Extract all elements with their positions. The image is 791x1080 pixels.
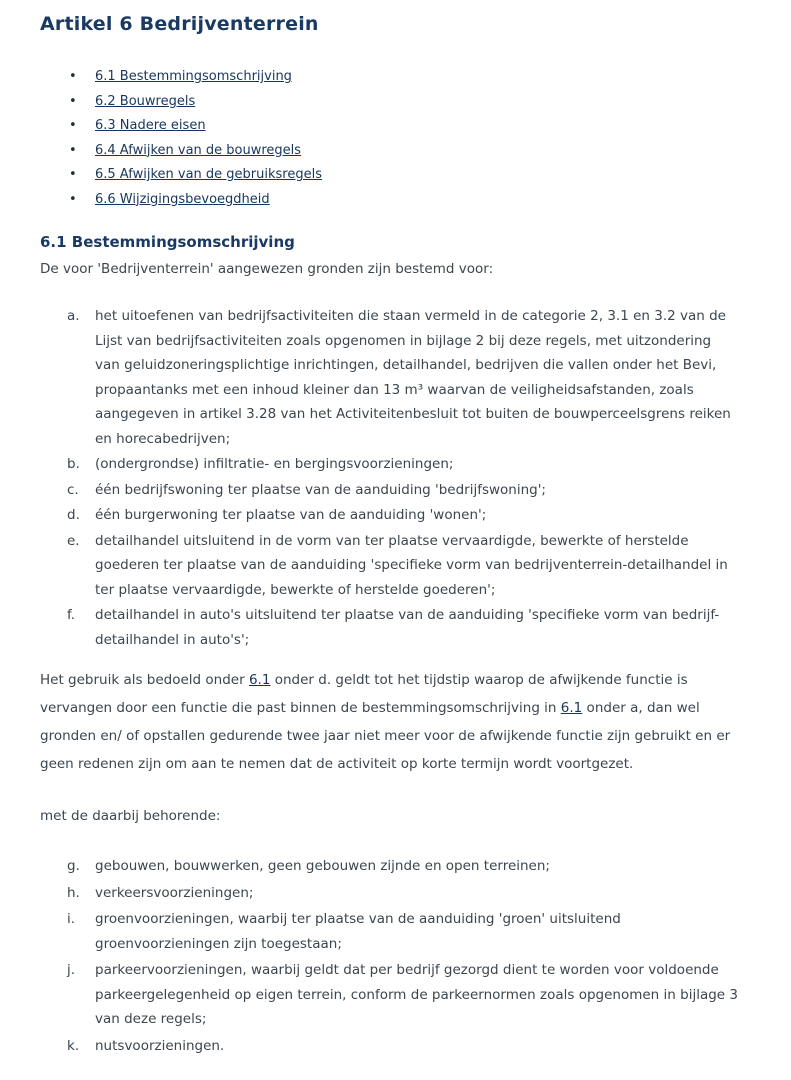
list-item-text: één bedrijfswoning ter plaatse van de aanduiding 'bedrijfswoning'; (95, 481, 546, 498)
toc-link[interactable]: 6.3 Nadere eisen (95, 118, 206, 133)
letter-list-item (40, 452, 745, 477)
toc-item (40, 90, 745, 115)
letter-list-item (40, 907, 745, 956)
toc-item (40, 114, 745, 139)
letter-list-item (40, 1034, 745, 1059)
list-g-k (40, 854, 745, 1058)
letter-list-item (40, 529, 745, 603)
bullet-icon: • (69, 191, 77, 207)
bullet-icon: • (69, 142, 77, 158)
section-heading: 6.1 Bestemmingsomschrijving (40, 233, 295, 251)
list-item-marker: k. (67, 1037, 80, 1054)
letter-list-item (40, 603, 745, 652)
list-item-text: één burgerwoning ter plaatse van de aanduiding 'wonen'; (95, 507, 487, 523)
toc-link[interactable]: 6.2 Bouwregels (95, 93, 196, 109)
list-a-f (40, 304, 745, 652)
toc-link[interactable]: 6.4 Afwijken van de bouwregels (95, 142, 302, 158)
list-item-marker: a. (67, 308, 80, 324)
toc-link[interactable]: 6.5 Afwijken van de gebruiksregels (95, 167, 322, 182)
toc-item (40, 139, 745, 164)
toc-item (40, 65, 745, 90)
letter-list-item (40, 503, 745, 528)
list-item-text: verkeersvoorzieningen; (95, 884, 254, 901)
list-item-marker: h. (67, 884, 80, 901)
list-item-marker: d. (67, 507, 80, 523)
paragraph-text: onder d. geldt tot het tijdstip waarop de afwijkende functie is vervangen door een functie die past binnen de bestemmingsomschrijving in (40, 672, 688, 716)
list-item-text: gebouwen, bouwwerken, geen gebouwen zijnde en open terreinen; (95, 858, 550, 874)
list-item-marker: b. (67, 456, 80, 472)
inline-link[interactable]: 6.1 (560, 700, 583, 716)
bullet-icon: • (69, 118, 77, 133)
paragraph-text: onder a, dan wel gronden en/ of opstallen gedurende twee jaar niet meer voor de afwijkende functie zijn gebruikt en er geen redenen zijn om aan te nemen dat de activiteit op korte termijn wordt voortgezet. (40, 700, 731, 772)
list-item-text: parkeervoorzieningen, waarbij geldt dat per bedrijf gezorgd dient te worden voor voldoende parkeergelegenheid op eigen terrein, conform de parkeernormen zoals opgenomen in bijlage 3 van deze regels; (95, 962, 738, 1027)
list-item-text: groenvoorzieningen, waarbij ter plaatse van de aanduiding 'groen' uitsluitend groenvoorzieningen zijn toegestaan; (95, 911, 621, 952)
list-item-text: detailhandel uitsluitend in de vorm van ter plaatse vervaardigde, bewerkte of herstelde goederen ter plaatse van de aanduiding 'specifieke vorm van bedrijventerrein-detailhandel in ter plaatse vervaardigde, bewerkte of herstelde goederen'; (95, 532, 728, 598)
list-item-marker: e. (67, 532, 80, 549)
list-item-marker: f. (67, 607, 76, 623)
bullet-icon: • (69, 69, 77, 84)
toc-link[interactable]: 6.1 Bestemmingsomschrijving (95, 69, 292, 84)
bullet-icon: • (69, 93, 77, 109)
toc-item (40, 163, 745, 188)
list-item-text: (ondergrondse) infiltratie- en bergingsvoorzieningen; (95, 456, 454, 472)
toc-list (40, 65, 745, 212)
letter-list-item (40, 881, 745, 906)
letter-list-item (40, 478, 745, 503)
usage-paragraph (40, 666, 740, 778)
paragraph-text: Het gebruik als bedoeld onder (40, 672, 249, 688)
list-item-marker: g. (67, 858, 80, 874)
letter-list-item (40, 854, 745, 879)
toc-item (40, 188, 745, 213)
list-item-text: het uitoefenen van bedrijfsactiviteiten die staan vermeld in de categorie 2, 3.1 en 3.2 van de Lijst van bedrijfsactiviteiten zoals opgenomen in bijlage 2 bij deze regels, met uitzondering van geluidzoneringsplichtige inrichtingen, detailhandel, bedrijven die vallen onder het Bevi, propaantanks met een inhoud kleiner dan 13 m³ waarvan de veiligheidsafstanden, zoals aangegeven in artikel 3.28 van het Activiteitenbesluit tot buiten de bouwperceelsgrens reiken en horecabedrijven; (95, 308, 731, 447)
intro-paragraph: De voor 'Bedrijventerrein' aangewezen gronden zijn bestemd voor: (40, 261, 494, 277)
list-item-text: nutsvoorzieningen. (95, 1037, 225, 1054)
letter-list-item (40, 958, 745, 1032)
page-title: Artikel 6 Bedrijventerrein (40, 13, 319, 35)
list-item-marker: j. (67, 962, 76, 978)
list-item-marker: c. (67, 481, 79, 498)
bullet-icon: • (69, 167, 77, 182)
toc-link[interactable]: 6.6 Wijzigingsbevoegdheid (95, 191, 270, 207)
list-item-marker: i. (67, 911, 76, 927)
accompanying-intro: met de daarbij behorende: (40, 808, 221, 824)
list-item-text: detailhandel in auto's uitsluitend ter plaatse van de aanduiding 'specifieke vorm van bedrijf- detailhandel in auto's'; (95, 607, 720, 648)
inline-link[interactable]: 6.1 (248, 672, 271, 688)
letter-list-item (40, 304, 745, 451)
